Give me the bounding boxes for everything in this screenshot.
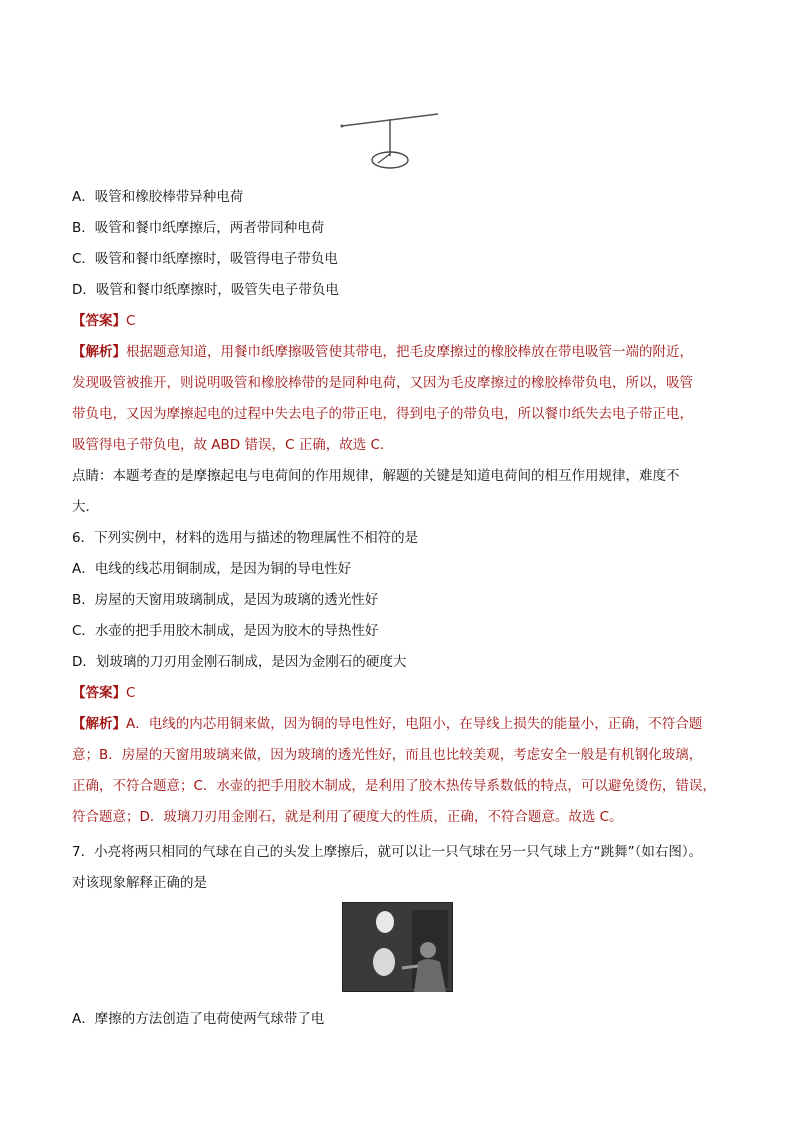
q6-analysis-line-1	[72, 714, 702, 734]
straw-stand-figure	[336, 108, 446, 172]
analysis-text: 根据题意知道，用餐巾纸摩擦吸管使其带电，把毛皮摩擦过的橡胶棒放在带电吸管一端的附近，	[126, 344, 693, 360]
balloon-photo-figure	[342, 902, 453, 992]
q5-option-a: A．吸管和橡胶棒带异种电荷	[72, 189, 244, 205]
q5-comment-line-1: 点睛：本题考查的是摩擦起电与电荷间的作用规律，解题的关键是知道电荷间的相互作用规律，难度不	[72, 468, 680, 484]
q6-option-c: C．水壶的把手用胶木制成，是因为胶木的导热性好	[72, 623, 379, 639]
q6-stem: 6．下列实例中，材料的选用与描述的物理属性不相符的是	[72, 530, 419, 546]
answer-tag: 【答案】	[72, 313, 126, 329]
q6-option-a: A．电线的线芯用铜制成，是因为铜的导电性好	[72, 561, 352, 577]
q6-analysis-line-4: 符合题意；D．玻璃刀刃用金刚石，就是利用了硬度大的性质，正确，不符合题意。故选 C。	[72, 809, 623, 825]
q5-option-c: C．吸管和餐巾纸摩擦时，吸管得电子带负电	[72, 251, 338, 267]
q7-stem-line-2: 对该现象解释正确的是	[72, 875, 207, 891]
q5-analysis-line-3: 带负电，又因为摩擦起电的过程中失去电子的带正电，得到电子的带负电，所以餐巾纸失去电子带正电，	[72, 406, 693, 422]
answer-tag: 【答案】	[72, 685, 126, 701]
q6-answer	[72, 683, 135, 703]
q5-analysis-line-1	[72, 342, 693, 362]
q7-option-a: A．摩擦的方法创造了电荷使两气球带了电	[72, 1011, 325, 1027]
q5-option-d: D．吸管和餐巾纸摩擦时，吸管失电子带负电	[72, 282, 339, 298]
q6-analysis-line-2: 意；B．房屋的天窗用玻璃来做，因为玻璃的透光性好，而且也比较美观，考虑安全一般是有机钢化玻璃，	[72, 747, 703, 763]
q5-option-b: B．吸管和餐巾纸摩擦后，两者带同种电荷	[72, 220, 325, 236]
q5-analysis-line-2: 发现吸管被推开，则说明吸管和橡胶棒带的是同种电荷，又因为毛皮摩擦过的橡胶棒带负电，所以，吸管	[72, 375, 693, 391]
answer-value: C	[126, 685, 136, 701]
q5-answer	[72, 311, 135, 331]
q7-stem-line-1: 7．小亮将两只相同的气球在自己的头发上摩擦后，就可以让一只气球在另一只气球上方“跳舞”（如右图）。	[72, 844, 703, 860]
q5-analysis-line-4: 吸管得电子带负电，故 ABD 错误，C 正确，故选 C．	[72, 437, 394, 453]
q6-option-b: B．房屋的天窗用玻璃制成，是因为玻璃的透光性好	[72, 592, 379, 608]
q5-comment-line-2: 大．	[72, 499, 99, 515]
q6-analysis-line-3: 正确，不符合题意；C．水壶的把手用胶木制成，是利用了胶木热传导系数低的特点，可以避免烫伤，错误，	[72, 778, 716, 794]
analysis-text: A．电线的内芯用铜来做，因为铜的导电性好，电阻小，在导线上损失的能量小，正确，不符合题	[126, 716, 703, 732]
analysis-tag: 【解析】	[72, 716, 126, 732]
q6-option-d: D．划玻璃的刀刃用金刚石制成，是因为金刚石的硬度大	[72, 654, 407, 670]
analysis-tag: 【解析】	[72, 344, 126, 360]
answer-value: C	[126, 313, 136, 329]
